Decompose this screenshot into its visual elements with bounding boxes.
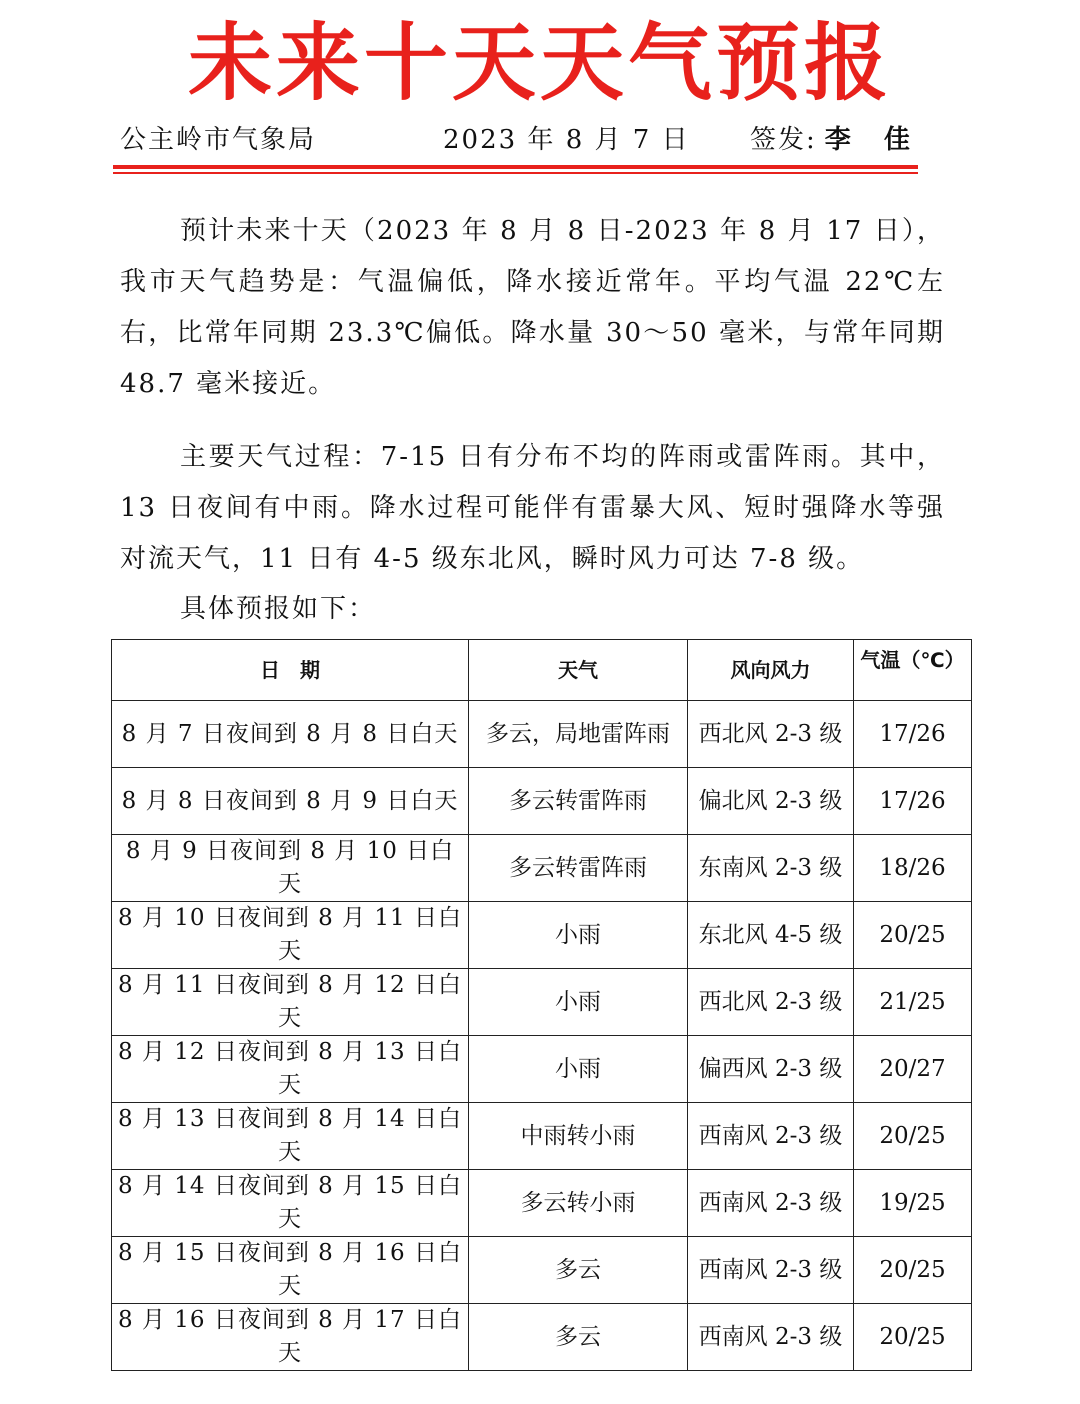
cell-temp: 21/25 bbox=[854, 969, 972, 1036]
table-row bbox=[112, 1237, 972, 1304]
cell-weather: 多云 bbox=[469, 1237, 688, 1304]
cell-date: 8 月 11 日夜间到 8 月 12 日白天 bbox=[112, 969, 469, 1036]
signer-label: 签发: bbox=[750, 125, 817, 155]
forecast-table bbox=[111, 639, 972, 1371]
red-divider-thick bbox=[113, 165, 918, 169]
table-row bbox=[112, 1036, 972, 1103]
issuer-row bbox=[0, 120, 1080, 160]
table-header-row bbox=[112, 640, 972, 701]
cell-date: 8 月 14 日夜间到 8 月 15 日白天 bbox=[112, 1170, 469, 1237]
cell-weather: 多云 bbox=[469, 1304, 688, 1371]
cell-date: 8 月 9 日夜间到 8 月 10 日白天 bbox=[112, 835, 469, 902]
cell-weather: 中雨转小雨 bbox=[469, 1103, 688, 1170]
document-title: 未来十天天气预报 bbox=[187, 14, 892, 112]
cell-date: 8 月 10 日夜间到 8 月 11 日白天 bbox=[112, 902, 469, 969]
signer bbox=[750, 120, 922, 160]
cell-weather: 小雨 bbox=[469, 902, 688, 969]
cell-temp: 20/27 bbox=[854, 1036, 972, 1103]
cell-weather: 小雨 bbox=[469, 969, 688, 1036]
cell-weather: 多云转小雨 bbox=[469, 1170, 688, 1237]
cell-wind: 西南风 2-3 级 bbox=[688, 1103, 854, 1170]
cell-temp: 20/25 bbox=[854, 1304, 972, 1371]
table-row bbox=[112, 835, 972, 902]
red-divider-thin bbox=[113, 172, 918, 174]
table-row bbox=[112, 1170, 972, 1237]
table-row bbox=[112, 902, 972, 969]
cell-wind: 东北风 4-5 级 bbox=[688, 902, 854, 969]
cell-weather: 小雨 bbox=[469, 1036, 688, 1103]
table-row bbox=[112, 1304, 972, 1371]
process-paragraph: 主要天气过程：7-15 日有分布不均的阵雨或雷阵雨。其中，13 日夜间有中雨。降水过程可能伴有雷暴大风、短时强降水等强对流天气，11 日有 4-5 级东北风，瞬时风力可达 7-8 级。 bbox=[120, 442, 945, 574]
header-wind: 风向风力 bbox=[688, 640, 854, 701]
cell-wind: 西南风 2-3 级 bbox=[688, 1304, 854, 1371]
cell-weather: 多云转雷阵雨 bbox=[469, 835, 688, 902]
table-row bbox=[112, 1103, 972, 1170]
cell-temp: 19/25 bbox=[854, 1170, 972, 1237]
header-weather: 天气 bbox=[469, 640, 688, 701]
cell-temp: 17/26 bbox=[854, 768, 972, 835]
cell-weather: 多云，局地雷阵雨 bbox=[469, 701, 688, 768]
issue-date: 2023 年 8 月 7 日 bbox=[443, 125, 690, 155]
cell-temp: 17/26 bbox=[854, 701, 972, 768]
cell-temp: 20/25 bbox=[854, 902, 972, 969]
cell-wind: 西南风 2-3 级 bbox=[688, 1170, 854, 1237]
cell-date: 8 月 15 日夜间到 8 月 16 日白天 bbox=[112, 1237, 469, 1304]
signer-name: 李 佳 bbox=[824, 125, 922, 155]
issuer: 公主岭市气象局 bbox=[120, 125, 317, 155]
cell-wind: 西南风 2-3 级 bbox=[688, 1237, 854, 1304]
cell-temp: 20/25 bbox=[854, 1237, 972, 1304]
summary-paragraph: 预计未来十天（2023 年 8 月 8 日-2023 年 8 月 17 日），我市天气趋势是：气温偏低，降水接近常年。平均气温 22℃左右，比常年同期 23.3℃偏低。降水量 30～50 毫米，与常年同期 48.7 毫米接近。 bbox=[120, 216, 945, 399]
cell-date: 8 月 13 日夜间到 8 月 14 日白天 bbox=[112, 1103, 469, 1170]
cell-wind: 西北风 2-3 级 bbox=[688, 701, 854, 768]
cell-wind: 偏西风 2-3 级 bbox=[688, 1036, 854, 1103]
cell-date: 8 月 8 日夜间到 8 月 9 日白天 bbox=[112, 768, 469, 835]
cell-temp: 20/25 bbox=[854, 1103, 972, 1170]
header-date: 日 期 bbox=[112, 640, 469, 701]
table-row bbox=[112, 701, 972, 768]
cell-wind: 偏北风 2-3 级 bbox=[688, 768, 854, 835]
cell-temp: 18/26 bbox=[854, 835, 972, 902]
header-temp: 气温（℃） bbox=[854, 640, 972, 701]
cell-weather: 多云转雷阵雨 bbox=[469, 768, 688, 835]
cell-date: 8 月 16 日夜间到 8 月 17 日白天 bbox=[112, 1304, 469, 1371]
cell-wind: 西北风 2-3 级 bbox=[688, 969, 854, 1036]
cell-wind: 东南风 2-3 级 bbox=[688, 835, 854, 902]
table-intro: 具体预报如下： bbox=[180, 594, 377, 624]
table-row bbox=[112, 969, 972, 1036]
cell-date: 8 月 7 日夜间到 8 月 8 日白天 bbox=[112, 701, 469, 768]
cell-date: 8 月 12 日夜间到 8 月 13 日白天 bbox=[112, 1036, 469, 1103]
table-row bbox=[112, 768, 972, 835]
